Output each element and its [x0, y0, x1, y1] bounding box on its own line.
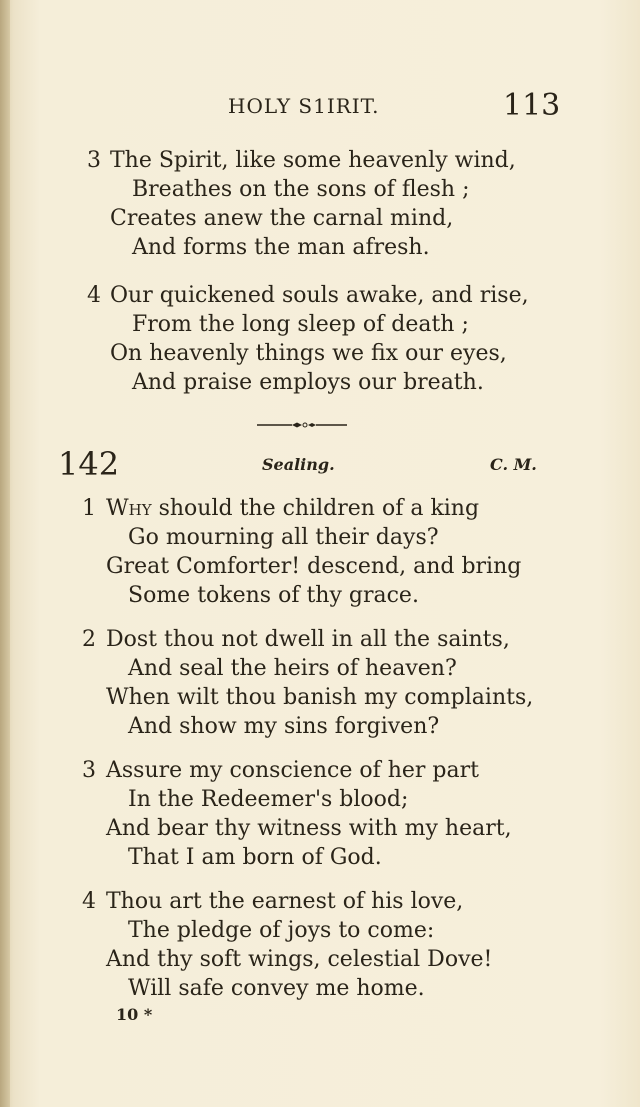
verse-line: And bear thy witness with my heart, — [106, 816, 512, 841]
verse-line: In the Redeemer's blood; — [128, 787, 409, 812]
page-number: 113 — [503, 88, 561, 123]
verse-line: That I am born of God. — [128, 845, 382, 870]
verse-line: Thou art the earnest of his love, — [106, 889, 464, 914]
verse-line: Breathes on the sons of flesh ; — [132, 177, 470, 202]
ornamental-divider — [257, 420, 347, 430]
verse-line: The Spirit, like some heavenly wind, — [110, 148, 516, 173]
verse-line: From the long sleep of death ; — [132, 312, 469, 337]
page-header — [0, 88, 640, 123]
verse-line: And thy soft wings, celestial Dove! — [106, 947, 493, 972]
verse-line: The pledge of joys to come: — [128, 918, 435, 943]
verse-line: Some tokens of thy grace. — [128, 583, 419, 608]
verse-line: When wilt thou banish my complaints, — [106, 685, 534, 710]
verse-line — [106, 494, 479, 523]
verse-number: 4 — [82, 889, 96, 914]
verse-line: Go mourning all their days? — [128, 525, 439, 550]
running-title: HOLY S1IRIT. — [228, 94, 380, 118]
verse-line: Dost thou not dwell in all the saints, — [106, 627, 510, 652]
verse-line: Creates anew the carnal mind, — [110, 206, 454, 231]
signature-mark: 10 * — [116, 1005, 153, 1024]
hymn-title: Sealing. — [262, 455, 335, 474]
verse-line: And seal the heirs of heaven? — [128, 656, 457, 681]
verse-line: And praise employs our breath. — [132, 370, 484, 395]
hymn-meter: C. M. — [490, 455, 537, 474]
page-gutter — [0, 0, 10, 1107]
hymn-number: 142 — [58, 445, 120, 483]
verse-number: 1 — [82, 496, 96, 521]
verse-line: Our quickened souls awake, and rise, — [110, 283, 529, 308]
verse-number: 4 — [87, 283, 101, 308]
verse-number: 3 — [87, 148, 101, 173]
verse-line: And forms the man afresh. — [132, 235, 430, 260]
verse-line: And show my sins forgiven? — [128, 714, 440, 739]
hymn-heading — [0, 445, 640, 481]
verse-line: Will safe convey me home. — [128, 976, 425, 1001]
verse-first-word: Why — [106, 496, 152, 521]
verse-first-line-rest: should the children of a king — [151, 496, 480, 521]
verse-line: On heavenly things we fix our eyes, — [110, 341, 507, 366]
verse-number: 3 — [82, 758, 96, 783]
verse-number: 2 — [82, 627, 96, 652]
verse-line: Assure my conscience of her part — [106, 758, 479, 783]
verse-line: Great Comforter! descend, and bring — [106, 554, 522, 579]
